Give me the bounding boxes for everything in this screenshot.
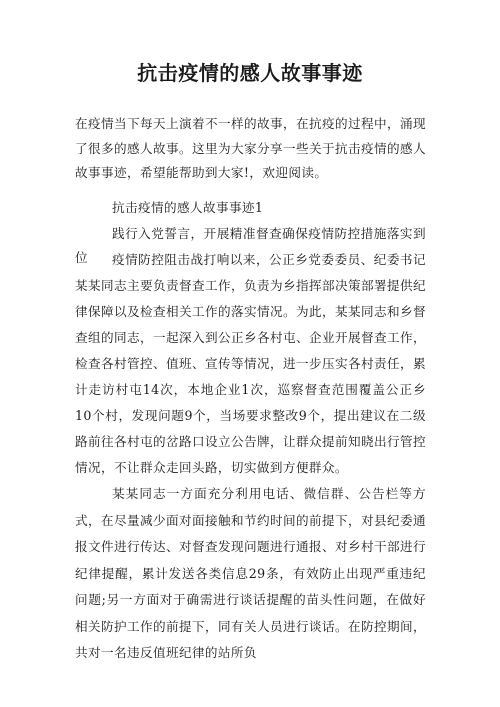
story-paragraph-1: 疫情防控阻击战打响以来，公正乡党委委员、纪委书记某某同志主要负责督查工作，负责为乡指挥部决策部署提供纪律保障以及检查相关工作的落实情况。为此，某某同志和乡督查组的同志，一起深入到公正乡各村屯、企业开展督查工作，检查各村管控、值班、宣传等情况，进一步压实各村责任，累计走访村屯14次，本地企业1次，巡察督查范围覆盖公正乡10个村，发现问题9个，当场要求整改9个，提出建议在二级路前往各村屯的岔路口设立公告牌，让群众提前知晓出行管控情况，不让群众走回头路，切实做到方便群众。 — [75, 252, 426, 475]
story-heading: 抗击疫情的感人故事事迹1 — [112, 200, 264, 215]
story-paragraph-2: 某某同志一方面充分利用电话、微信群、公告栏等方式，在尽量减少面对面接触和节约时间的前提下，对县纪委通报文件进行传达、对督查发现问题进行通报、对乡村干部进行纪律提醒，累计发送各类信息29条，有效防止出现严重违纪问题;另一方面对于确需进行谈话提醒的苗头性问题，在做好相关防护工作的前提下，同有关人员进行谈话。在防控期间，共对一名违反值班纪律的站所负 — [75, 486, 426, 660]
story-subtitle: 践行入党誓言，开展精准督查确保疫情防控措施落实到位 — [75, 226, 426, 265]
intro-paragraph: 在疫情当下每天上演着不一样的故事，在抗疫的过程中，涌现了很多的感人故事。这里为大家分享一些关于抗击疫情的感人故事事迹，希望能帮助到大家!，欢迎阅读。 — [75, 116, 426, 180]
document-title: 抗击疫情的感人故事事迹 — [137, 61, 363, 85]
